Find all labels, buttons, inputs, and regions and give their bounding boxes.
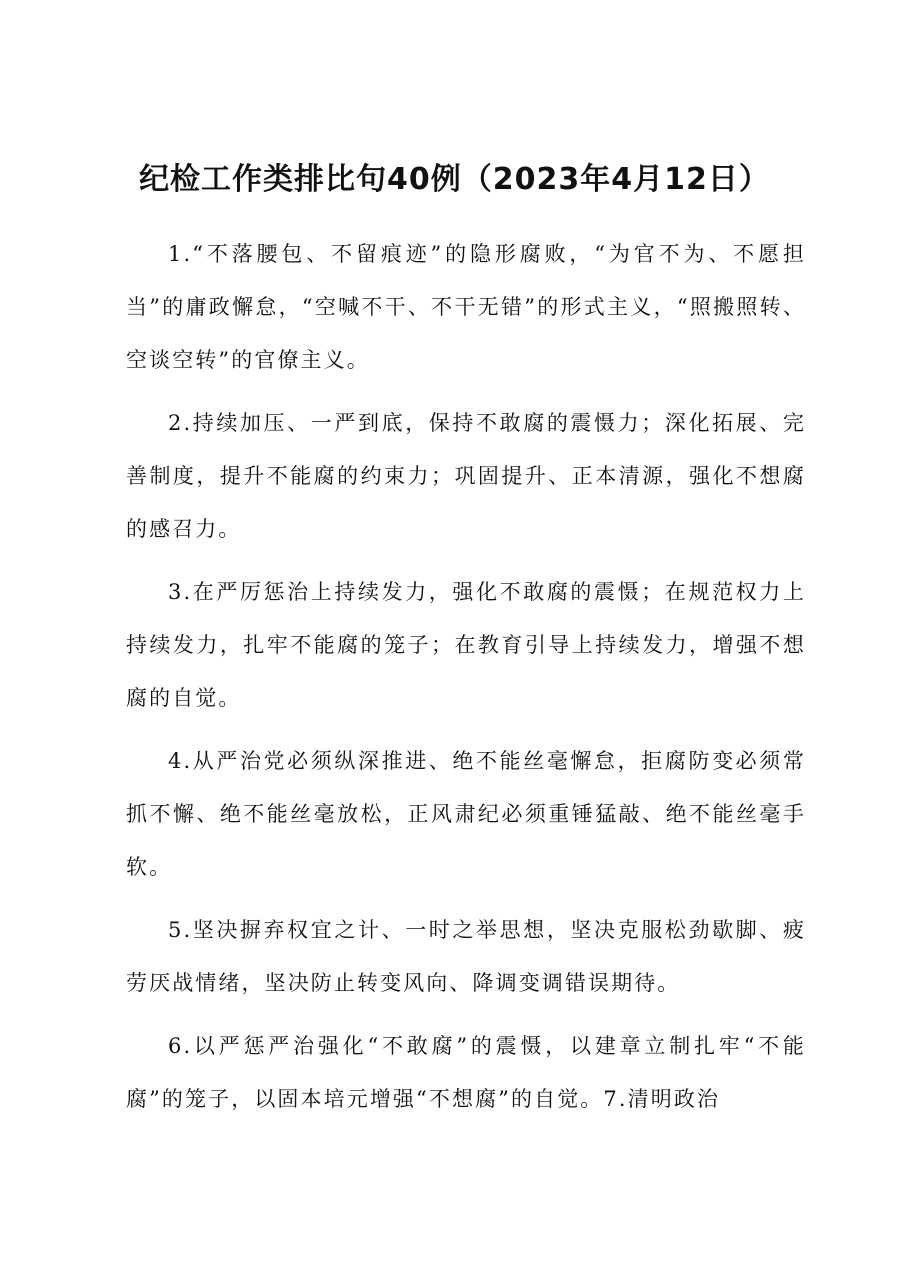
document-title: 纪检工作类排比句40例（2023年4月12日） xyxy=(139,162,770,197)
paragraph-3: 3.在严厉惩治上持续发力，强化不敢腐的震慑；在规范权力上持续发力，扎牢不能腐的笼子；在教育引导上持续发力，增强不想腐的自觉。 xyxy=(126,580,806,710)
paragraph-5: 5.坚决摒弃权宜之计、一时之举思想，坚决克服松劲歇脚、疲劳厌战情绪，坚决防止转变风向、降调变调错误期待。 xyxy=(126,918,806,995)
paragraph-1: 1.“不落腰包、不留痕迹”的隐形腐败，“为官不为、不愿担当”的庸政懈怠，“空喊不干、不干无错”的形式主义，“照搬照转、空谈空转”的官僚主义。 xyxy=(126,242,806,372)
document-body xyxy=(126,228,806,1126)
paragraph-2: 2.持续加压、一严到底，保持不敢腐的震慑力；深化拓展、完善制度，提升不能腐的约束力；巩固提升、正本清源，强化不想腐的感召力。 xyxy=(126,411,806,541)
paragraph-4: 4.从严治党必须纵深推进、绝不能丝毫懈怠，拒腐防变必须常抓不懈、绝不能丝毫放松，正风肃纪必须重锤猛敲、绝不能丝毫手软。 xyxy=(126,749,806,879)
paragraph-6: 6.以严惩严治强化“不敢腐”的震慑，以建章立制扎牢“不能腐”的笼子，以固本培元增强“不想腐”的自觉。7.清明政治 xyxy=(126,1034,806,1111)
